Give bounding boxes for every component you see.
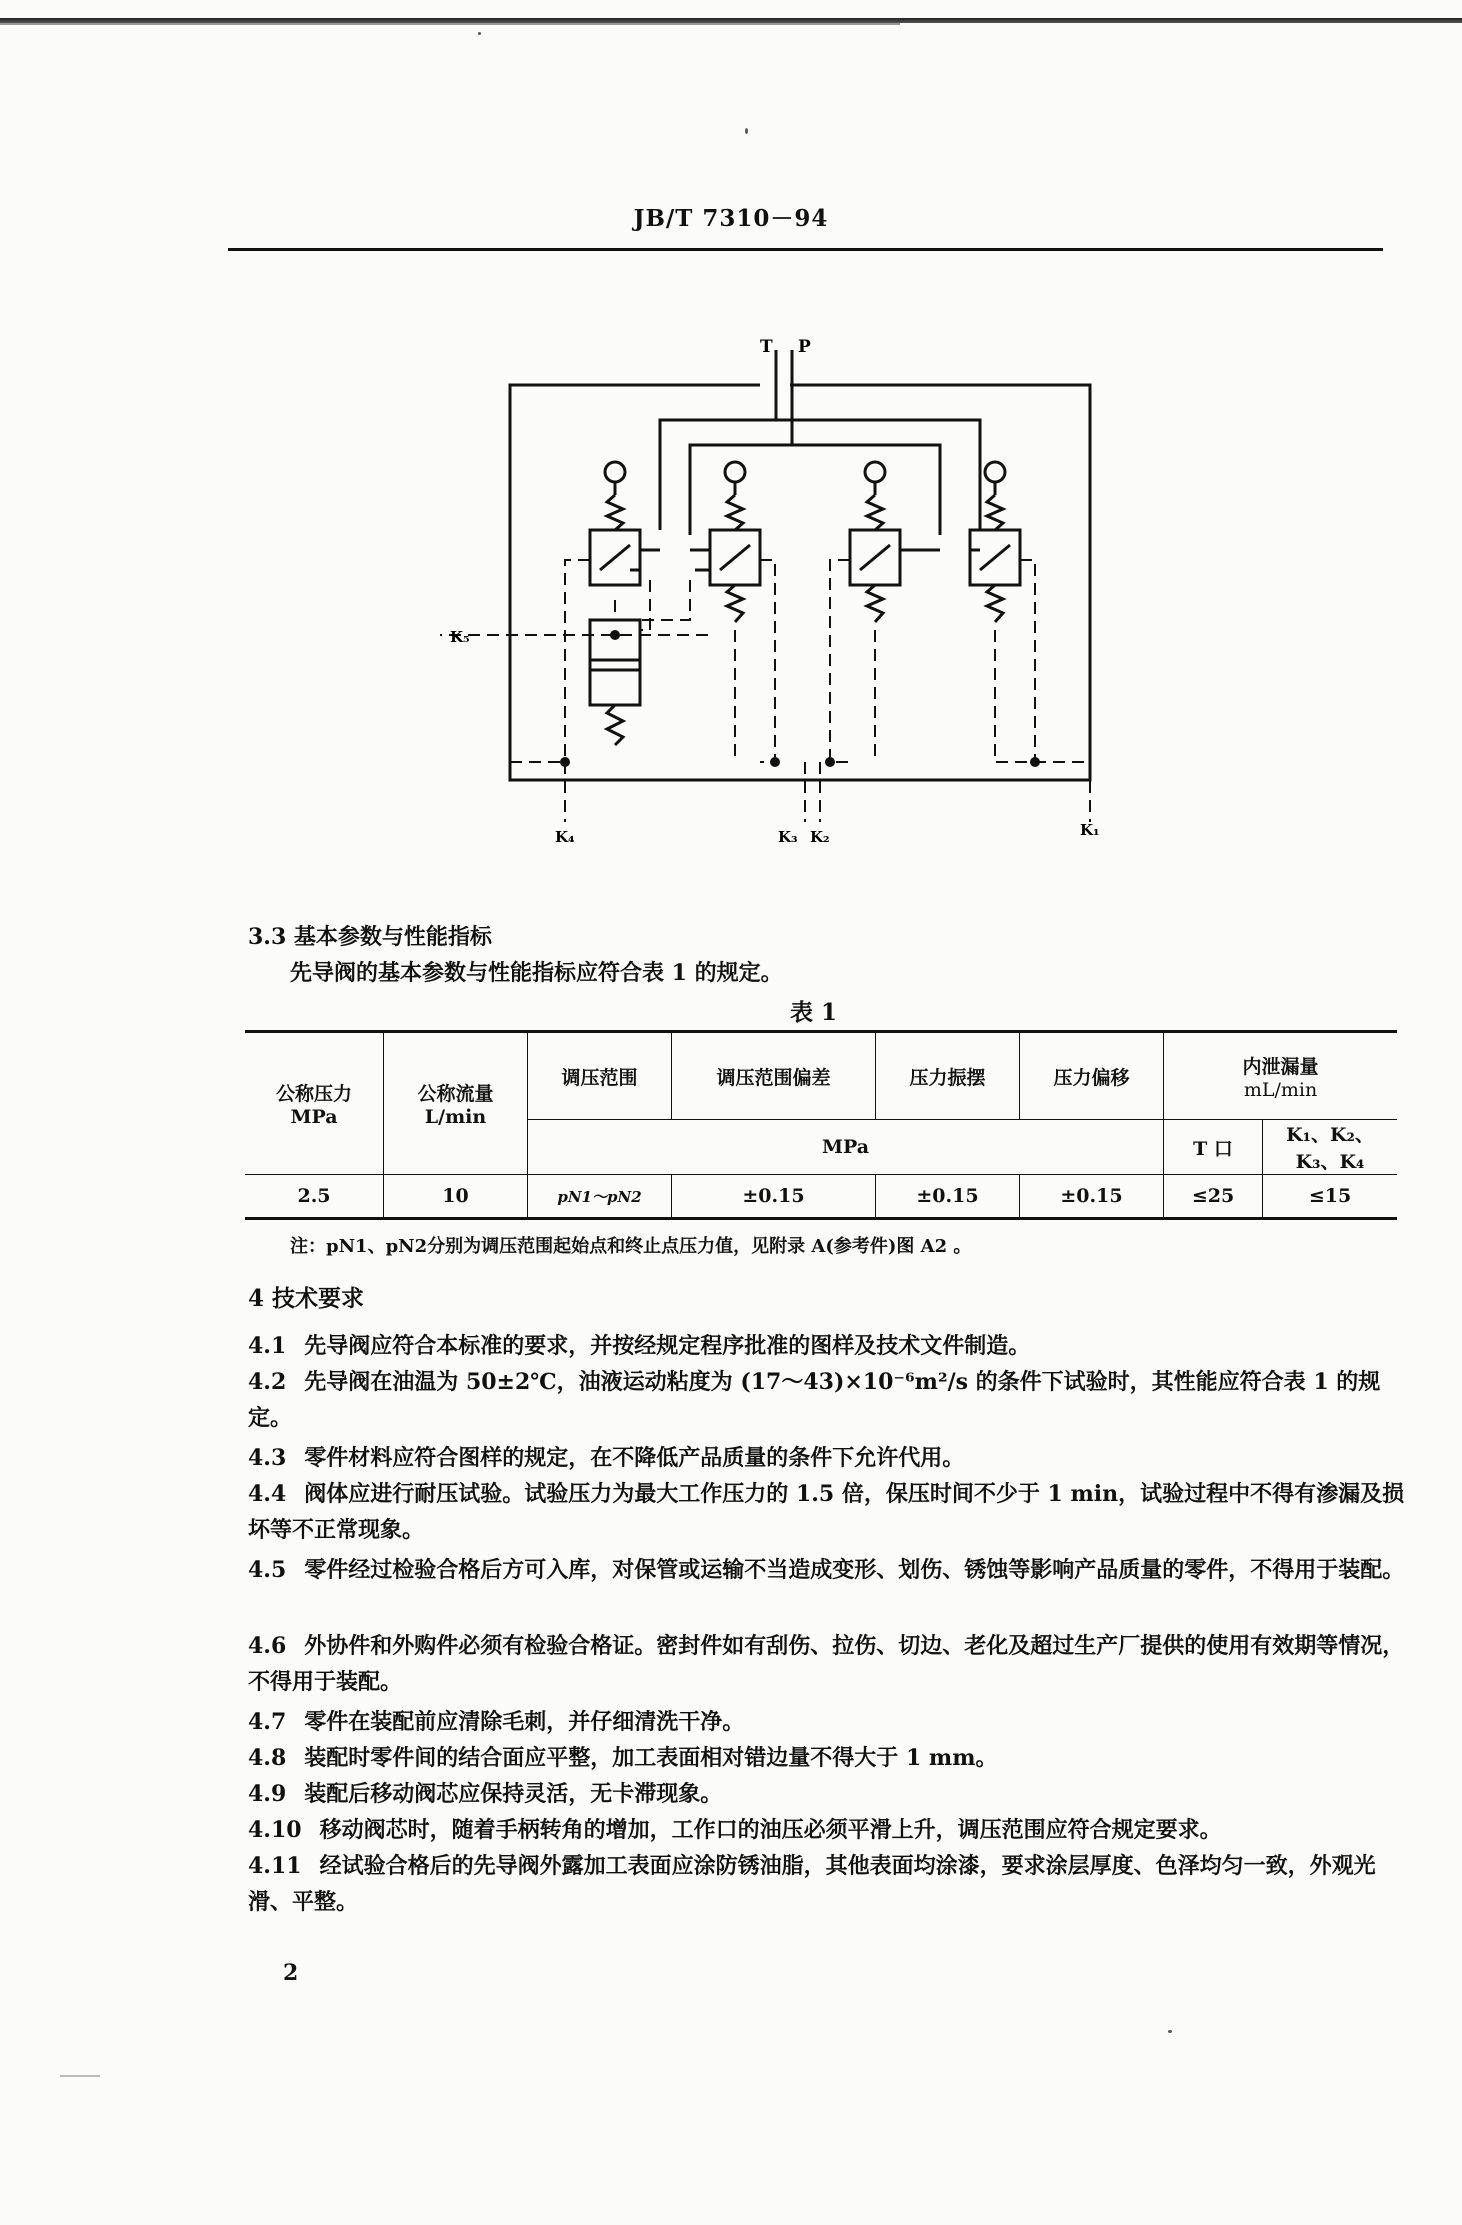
t-bus — [660, 420, 980, 530]
section-4-heading: 4 技术要求 — [248, 1285, 365, 1312]
td-shift: ±0.15 — [1020, 1175, 1164, 1219]
clause-4-2: 4.2 先导阀在油温为 50±2℃，油液运动粘度为 (17～43)×10⁻⁶m²/s 的条件下试验时，其性能应符合表 1 的规定。 — [248, 1369, 1381, 1431]
td-range: pN1～pN2 — [528, 1175, 672, 1219]
th-shift: 压力偏移 — [1020, 1032, 1164, 1120]
clause-4-3: 4.3 零件材料应符合图样的规定，在不降低产品质量的条件下允许代用。 — [248, 1445, 965, 1471]
scan-edge-shadow — [0, 23, 900, 25]
table-note: 注：pN1、pN2分别为调压范围起始点和终止点压力值，见附录 A(参考件)图 A2 。 — [290, 1236, 972, 1257]
label-k4: K₄ — [555, 828, 575, 846]
th-mpa: MPa — [528, 1120, 1164, 1175]
clause-4-10: 4.10 移动阀芯时，随着手柄转角的增加，工作口的油压必须平滑上升，调压范围应符合规定要求。 — [248, 1817, 1222, 1843]
th-range-dev: 调压范围偏差 — [672, 1032, 876, 1120]
label-p: P — [798, 337, 811, 357]
td-flow: 10 — [384, 1175, 528, 1219]
clause-4-11: 4.11 经试验合格后的先导阀外露加工表面应涂防锈油脂，其他表面均涂漆，要求涂层厚度、色泽均匀一致，外观光滑、平整。 — [248, 1853, 1376, 1915]
clause-4-7: 4.7 零件在装配前应清除毛刺，并仔细清洗干净。 — [248, 1709, 745, 1735]
th-swing: 压力振摆 — [876, 1032, 1020, 1120]
th-leak: 内泄漏量 mL/min — [1164, 1032, 1398, 1120]
td-swing: ±0.15 — [876, 1175, 1020, 1219]
section-3-3-intro: 先导阀的基本参数与性能指标应符合表 1 的规定。 — [290, 960, 783, 986]
td-leak-k: ≤15 — [1263, 1175, 1398, 1219]
label-k2: K₂ — [810, 828, 830, 846]
header-rule — [228, 248, 1383, 251]
clause-4-5: 4.5 零件经过检验合格后方可入库，对保管或运输不当造成变形、划伤、锈蚀等影响产品质量的零件，不得用于装配。 — [248, 1557, 1405, 1583]
td-leak-t: ≤25 — [1164, 1175, 1263, 1219]
table-caption: 表 1 — [790, 999, 838, 1026]
th-range: 调压范围 — [528, 1032, 672, 1120]
clause-4-9: 4.9 装配后移动阀芯应保持灵活，无卡滞现象。 — [248, 1781, 723, 1807]
scan-speck — [60, 2075, 100, 2077]
th-t-port: T 口 — [1164, 1120, 1263, 1175]
th-flow: 公称流量 L/min — [384, 1032, 528, 1175]
th-k-ports: K₁、K₂、K₃、K₄ — [1263, 1120, 1398, 1175]
p-bus — [690, 445, 940, 535]
clause-4-6: 4.6 外协件和外购件必须有检验合格证。密封件如有刮伤、拉伤、切边、老化及超过生产厂提供的使用有效期等情况，不得用于装配。 — [248, 1633, 1405, 1695]
clause-4-1: 4.1 先导阀应符合本标准的要求，并按经规定程序批准的图样及技术文件制造。 — [248, 1333, 1031, 1359]
section-3-3-heading: 3.3 基本参数与性能指标 — [248, 924, 492, 950]
scan-speck — [478, 32, 481, 35]
page-number: 2 — [283, 1960, 299, 1986]
clause-4-4: 4.4 阀体应进行耐压试验。试验压力为最大工作压力的 1.5 倍，保压时间不少于 1 min，试验过程中不得有渗漏及损坏等不正常现象。 — [248, 1481, 1405, 1543]
td-range-dev: ±0.15 — [672, 1175, 876, 1219]
label-k1: K₁ — [1080, 821, 1100, 839]
scan-speck — [1168, 2030, 1172, 2033]
spec-table — [245, 1030, 1397, 1220]
standard-code: JB/T 7310－94 — [633, 205, 829, 232]
label-k5: K₅ — [450, 628, 470, 646]
label-k3: K₃ — [778, 828, 798, 846]
label-t: T — [760, 337, 773, 357]
clause-4-8: 4.8 装配时零件间的结合面应平整，加工表面相对错边量不得大于 1 mm。 — [248, 1745, 998, 1771]
th-pressure: 公称压力 MPa — [245, 1032, 384, 1175]
scan-speck — [745, 128, 748, 134]
hydraulic-diagram — [440, 330, 1160, 850]
td-pressure: 2.5 — [245, 1175, 384, 1219]
